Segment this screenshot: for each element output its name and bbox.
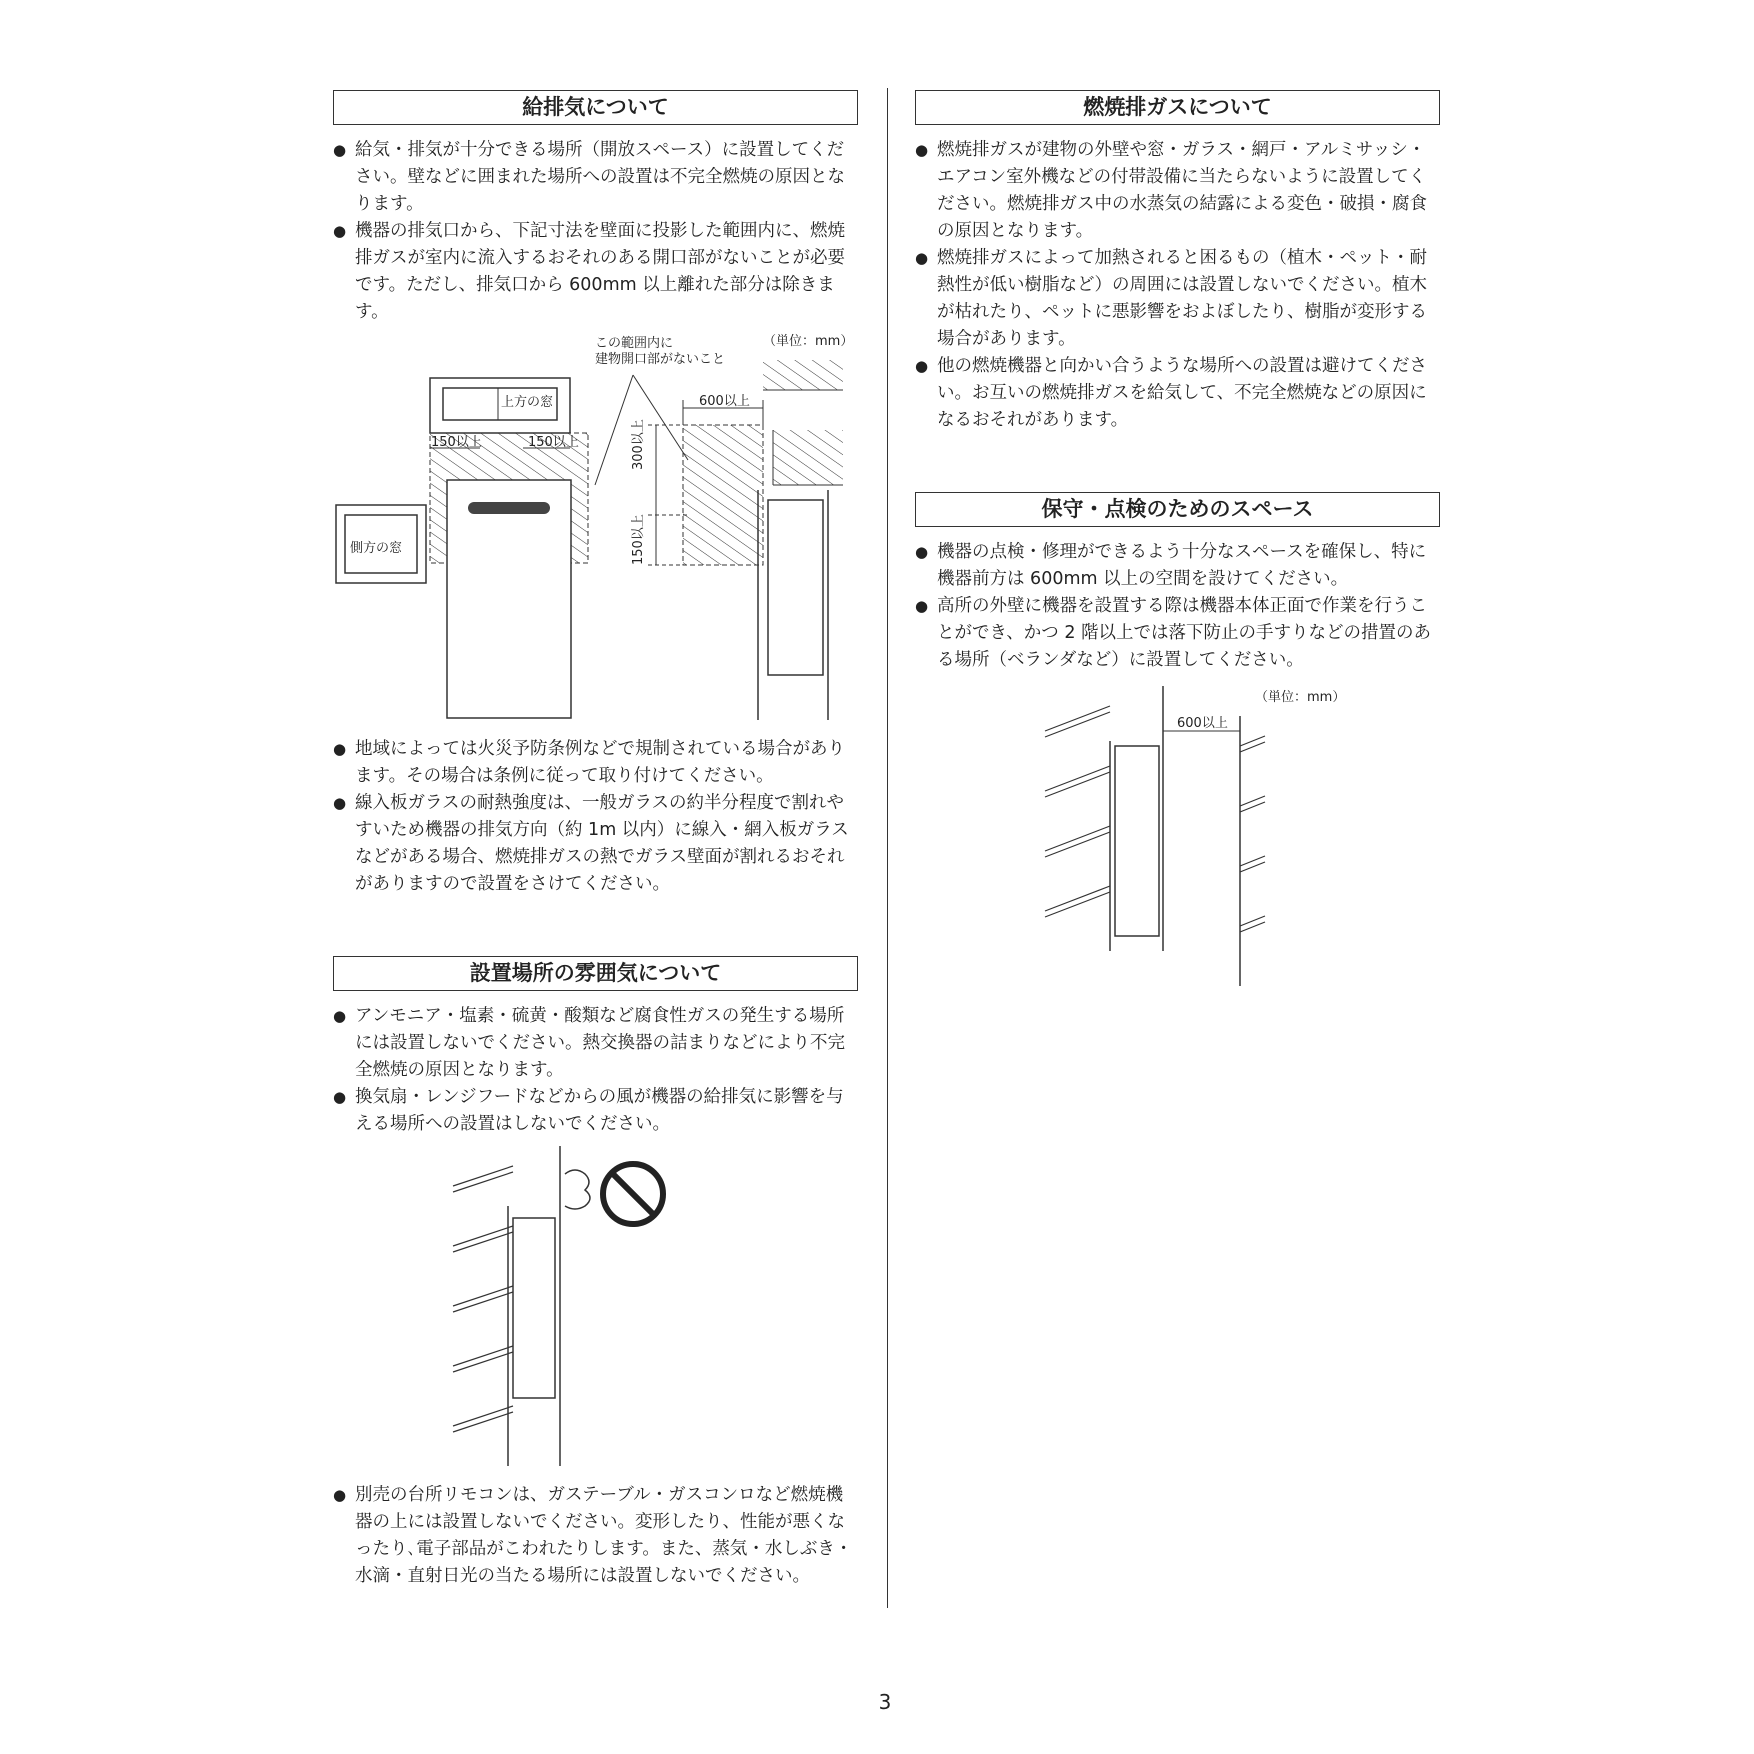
bullet-list (333, 1482, 858, 1590)
bullet-list (333, 137, 858, 326)
exhaust-clearance-figure (333, 330, 858, 720)
left-column (333, 90, 858, 1590)
list-item: ● 別売の台所リモコンは、ガステーブル・ガスコンロなど燃焼機器の上には設置しないでください。変形したり、性能が悪くなったり､電子部品がこわれたりします。また、蒸気・水しぶき・水滴・直射日光の当たる場所には設置しないでください。 (333, 1482, 858, 1590)
range-note-line2: 建物開口部がないこと (595, 352, 726, 367)
dim-600: 600以上 (1177, 716, 1228, 731)
side-window-label: 側方の窓 (350, 541, 403, 556)
section-title-intake-exhaust: 給排気について (333, 90, 858, 125)
list-item: ● アンモニア・塩素・硫黄・酸類など腐食性ガスの発生する場所には設置しないでください。熱交換器の詰まりなどにより不完全燃焼の原因となります。 (333, 1003, 858, 1084)
column-divider (887, 88, 888, 1608)
list-item: ● 他の燃焼機器と向かい合うような場所への設置は避けてください。お互いの燃焼排ガスを給気して、不完全燃焼などの原因になるおそれがあります。 (915, 353, 1440, 434)
dim-150-right: 150以上 (528, 435, 579, 450)
section-title-maintenance-space: 保守・点検のためのスペース (915, 492, 1440, 527)
list-item: ● 換気扇・レンジフードなどからの風が機器の給排気に影響を与える場所への設置はしないでください。 (333, 1084, 858, 1138)
list-item: ● 機器の排気口から、下記寸法を壁面に投影した範囲内に、燃焼排ガスが室内に流入するおそれのある開口部がないことが必要です。ただし、排気口から 600mm 以上離れた部分は除きます。 (333, 218, 858, 326)
list-item: ● 高所の外壁に機器を設置する際は機器本体正面で作業を行うことができ、かつ 2 階以上では落下防止の手すりなどの措置のある場所（ベランダなど）に設置してください。 (915, 593, 1440, 674)
dim-150-below: 150以上 (631, 514, 646, 565)
upper-window-label: 上方の窓 (501, 395, 554, 410)
maintenance-space-figure (915, 686, 1440, 996)
unit-label: （単位：mm） (1255, 690, 1346, 705)
bullet-list (333, 1003, 858, 1138)
range-note-line1: この範囲内に (595, 336, 674, 351)
maintenance-space-diagram (915, 686, 1440, 996)
list-item: ● 燃焼排ガスによって加熱されると困るもの（植木・ペット・耐熱性が低い樹脂など）の周囲には設置しないでください。植木が枯れたり、ペットに悪影響をおよぼしたり、樹脂が変形する場合があります。 (915, 245, 1440, 353)
dim-300: 300以上 (631, 419, 646, 470)
list-item: ● 地域によっては火災予防条例などで規制されている場合があります。その場合は条例に従って取り付けてください。 (333, 736, 858, 790)
list-item: ● 給気・排気が十分できる場所（開放スペース）に設置してください。壁などに囲まれた場所への設置は不完全燃焼の原因となります。 (333, 137, 858, 218)
dim-600: 600以上 (699, 394, 750, 409)
wind-prohibition-diagram (333, 1146, 858, 1466)
unit-label: （単位：mm） (763, 334, 854, 349)
section-title-atmosphere: 設置場所の雰囲気について (333, 956, 858, 991)
right-column (915, 90, 1440, 996)
bullet-list (333, 736, 858, 898)
list-item: ● 線入板ガラスの耐熱強度は、一般ガラスの約半分程度で割れやすいため機器の排気方向（約 1m 以内）に線入・網入板ガラスなどがある場合、燃焼排ガスの熱でガラス壁面が割れるおそれがありますので設置をさけてください。 (333, 790, 858, 898)
list-item: ● 機器の点検・修理ができるよう十分なスペースを確保し、特に機器前方は 600mm 以上の空間を設けてください。 (915, 539, 1440, 593)
list-item: ● 燃焼排ガスが建物の外壁や窓・ガラス・網戸・アルミサッシ・エアコン室外機などの付帯設備に当たらないように設置してください。燃焼排ガス中の水蒸気の結露による変色・破損・腐食の原因となります。 (915, 137, 1440, 245)
exhaust-clearance-diagram (333, 330, 858, 720)
bullet-list (915, 137, 1440, 434)
page-number: 3 (878, 1690, 892, 1714)
bullet-list (915, 539, 1440, 674)
dim-150-left: 150以上 (431, 435, 482, 450)
wind-prohibition-figure (333, 1146, 858, 1466)
section-title-flue-gas: 燃焼排ガスについて (915, 90, 1440, 125)
